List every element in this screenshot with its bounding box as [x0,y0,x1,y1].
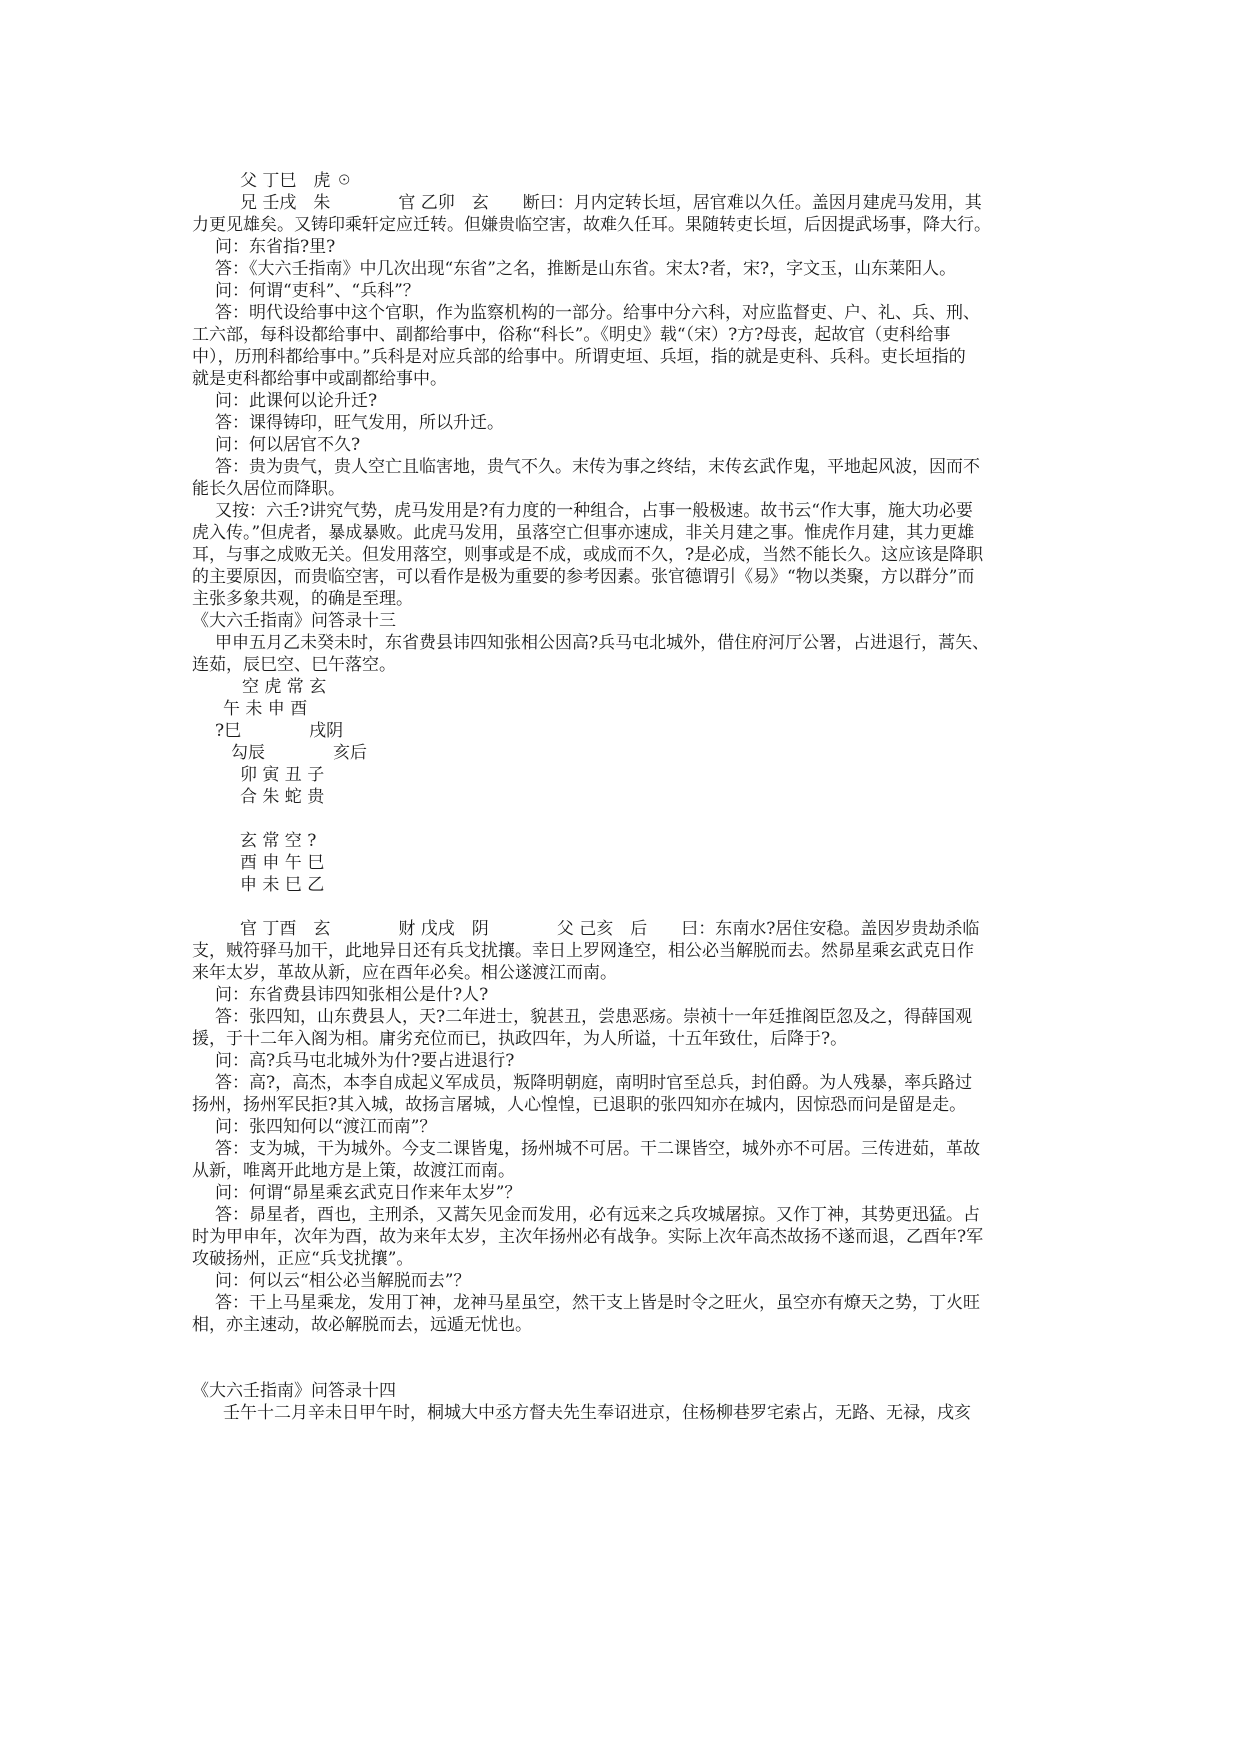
text-line: 时为甲申年，次年为酉，故为来年太岁，主次年扬州必有战争。实际上次年高杰故扬不遂而退，乙酉年?军 [192,1227,984,1247]
chart-row: 午 未 申 酉 [223,699,308,719]
text-line: 壬午十二月辛未日甲午时，桐城大中丞方督夫先生奉诏进京，住杨柳巷罗宅索占，无路、无禄，戌亥 [223,1403,971,1423]
question-line: 问：东省费县讳四知张相公是什?人? [215,985,489,1005]
answer-line: 答：明代设给事中这个官职，作为监察机构的一部分。给事中分六科，对应监督吏、户、礼、兵、刑、 [215,303,980,323]
text-line: 又按：六壬?讲究气势，虎马发用是?有力度的一种组合，占事一般极速。故书云“作大事，施大功必要 [215,501,973,521]
answer-line: 答：张四知，山东费县人，天?二年进士，貌甚丑，尝患恶疡。崇祯十一年廷推阁臣忽及之，得薛国观 [215,1007,973,1027]
question-line: 问：何以居官不久? [215,435,361,455]
question-line: 问：高?兵马屯北城外为什?要占进退行? [215,1051,515,1071]
text-line: 支，贼符驿马加干，此地异日还有兵戈扰攘。幸日上罗网逢空，相公必当解脱而去。然昴星乘玄武克日作 [192,941,974,961]
text-line: 甲申五月乙未癸未时，东省费县讳四知张相公因高?兵马屯北城外，借住府河厅公署，占进退行，蒿矢、 [215,633,990,653]
question-line: 问：此课何以论升迁? [215,391,378,411]
text-line: 父 丁巳 虎 ☉ [240,171,353,191]
chart-row: 申 未 巳 乙 [240,875,325,895]
text-line: 攻破扬州，正应“兵戈扰攘”。 [192,1249,414,1269]
text-line: 工六部，每科设都给事中、副都给事中，俗称“科长”。《明史》载“（宋）?方?母丧，起故官（吏科给事 [192,325,951,345]
text-line: 扬州，扬州军民拒?其入城，故扬言屠城，人心惶惶，已退职的张四知亦在城内，因惊恐而问是留是走。 [192,1095,967,1115]
text-line: 从新，唯离开此地方是上策，故渡江而南。 [192,1161,515,1181]
question-line: 问：张四知何以“渡江而南”？ [215,1117,437,1137]
chart-row: 合 朱 蛇 贵 [240,787,325,807]
question-line: 问：何谓“昴星乘玄武克日作来年太岁”？ [215,1183,522,1203]
text-line: 能长久居位而降职。 [192,479,345,499]
chart-row: 勾辰 亥后 [231,743,367,763]
text-line: 中），历刑科都给事中。”兵科是对应兵部的给事中。所谓吏垣、兵垣，指的就是吏科、兵科。吏长垣指的 [192,347,966,367]
chart-row: 酉 申 午 巳 [240,853,325,873]
chart-row: 空 虎 常 玄 [242,677,327,697]
chart-row: ?巳 戌阴 [215,721,344,741]
section-heading: 《大六壬指南》问答录十三 [192,611,396,631]
text-line: 来年太岁，革故从新，应在酉年必矣。相公遂渡江而南。 [192,963,617,983]
text-line: 的主要原因，而贵临空害，可以看作是极为重要的参考因素。张官德谓引《易》“物以类聚，方以群分”而 [192,567,975,587]
text-line: 主张多象共观，的确是至理。 [192,589,413,609]
question-line: 问：何以云“相公必当解脱而去”？ [215,1271,471,1291]
text-line: 连茹，辰巳空、巳午落空。 [192,655,396,675]
answer-line: 答：高?，高杰，本李自成起义军成员，叛降明朝庭，南明时官至总兵，封伯爵。为人残暴，率兵路过 [215,1073,973,1093]
answer-line: 答：支为城，干为城外。今支二课皆鬼，扬州城不可居。干二课皆空，城外亦不可居。三传进茹，革故 [215,1139,980,1159]
text-line: 兄 壬戌 朱 官 乙卯 玄 断曰：月内定转长垣，居官难以久任。盖因月建虎马发用，其 [240,193,982,213]
chart-row: 卯 寅 丑 子 [240,765,325,785]
text-line: 就是吏科都给事中或副都给事中。 [192,369,447,389]
text-line: 力更见雄矣。又铸印乘轩定应迁转。但嫌贵临空害，故难久任耳。果随转吏长垣，后因提武场事，降大行。 [192,215,991,235]
text-line: 相，亦主速动，故必解脱而去，远遁无忧也。 [192,1315,532,1335]
question-line: 问：何谓“吏科”、“兵科”？ [215,281,420,301]
text-line: 虎入传。”但虎者，暴成暴败。此虎马发用，虽落空亡但事亦速成，非关月建之事。惟虎作月建，其力更雄 [192,523,975,543]
chart-row: 玄 常 空 ? [240,831,317,851]
answer-line: 答：贵为贵气，贵人空亡且临害地，贵气不久。末传为事之终结，末传玄武作鬼，平地起风波，因而不 [215,457,980,477]
text-line: 援，于十二年入阁为相。庸劣充位而已，执政四年，为人所谥，十五年致仕，后降于?。 [192,1029,848,1049]
answer-line: 答：昴星者，酉也，主刑杀，又蒿矢见金而发用，必有远来之兵攻城屠掠。又作丁神，其势更迅猛。占 [215,1205,980,1225]
section-heading: 《大六壬指南》问答录十四 [192,1381,396,1401]
question-line: 问：东省指?里? [215,237,336,257]
answer-line: 答：课得铸印，旺气发用，所以升迁。 [215,413,504,433]
text-line: 耳，与事之成败无关。但发用落空，则事或是不成，或成而不久，?是必成，当然不能长久。这应该是降职 [192,545,984,565]
answer-line: 答：《大六壬指南》中几次出现“东省”之名，推断是山东省。宋太?者，宋?，字文玉，山东莱阳人。 [215,259,957,279]
text-line: 官 丁酉 玄 财 戊戌 阴 父 己亥 后 曰：东南水?居住安稳。盖因岁贵劫杀临 [240,919,980,939]
answer-line: 答：干上马星乘龙，发用丁神，龙神马星虽空，然干支上皆是时令之旺火，虽空亦有燎天之势，丁火旺 [215,1293,980,1313]
